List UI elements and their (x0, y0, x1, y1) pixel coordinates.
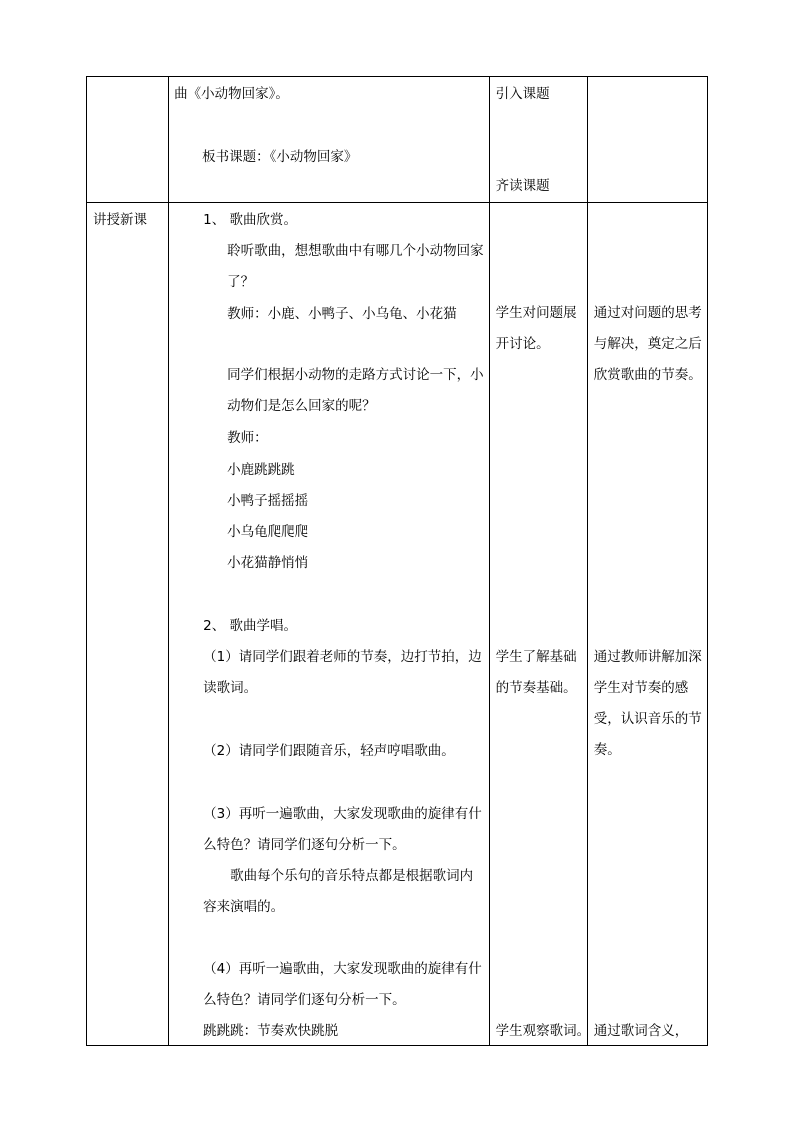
section2-step1: （1）请同学们跟着老师的节奏，边打节拍，边读歌词。 (203, 649, 482, 696)
table-row-new-lesson (87, 203, 708, 1046)
student-rhythm-text: 学生了解基础的节奏基础。 (495, 649, 577, 696)
cell-stage-empty (87, 77, 169, 203)
section1-discuss: 同学们根据小动物的走路方式讨论一下，小动物们是怎么回家的呢？ (227, 367, 484, 414)
student-intro-text: 引入课题 (495, 86, 550, 102)
section1-heading: 1、 歌曲欣赏。 (203, 212, 298, 228)
cell-stage-label (87, 203, 169, 1046)
section2-step4: （4）再听一遍歌曲，大家发现歌曲的旋律有什么特色？请同学们逐句分析一下。 (203, 961, 482, 1008)
section2-step2: （2）请同学们跟随音乐，轻声哼唱歌曲。 (203, 743, 455, 759)
animal-line-4: 小花猫静悄悄 (227, 555, 309, 571)
lesson-plan-table (86, 76, 708, 1046)
section2-step3-note: 歌曲每个乐句的音乐特点都是根据歌词内容来演唱的。 (203, 868, 474, 915)
student-discuss-text: 学生对问题展开讨论。 (495, 305, 577, 352)
cell-design-intent (587, 203, 707, 1046)
animal-line-1: 小鹿跳跳跳 (227, 462, 295, 478)
cell-intro-student (489, 77, 587, 203)
intent-rhythm-text: 通过教师讲解加深学生对节奏的感受，认识音乐的节奏。 (593, 649, 702, 758)
animal-line-3: 小乌龟爬爬爬 (227, 524, 309, 540)
stage-label: 讲授新课 (93, 212, 147, 228)
section2-heading: 2、 歌曲学唱。 (203, 618, 298, 634)
section2-step3: （3）再听一遍歌曲，大家发现歌曲的旋律有什么特色？请同学们逐句分析一下。 (203, 806, 482, 853)
section2-tiao: 跳跳跳：节奏欢快跳脱 (203, 1023, 339, 1039)
student-read-text: 齐读课题 (495, 178, 550, 194)
section1-question: 聆听歌曲，想想歌曲中有哪几个小动物回家了？ (227, 243, 484, 290)
cell-lesson-content (169, 203, 490, 1046)
section1-teacher-label: 教师： (227, 430, 268, 446)
student-observe-text: 学生观察歌词。 (495, 1023, 591, 1039)
board-title-text: 板书课题：《小动物回家》 (202, 149, 358, 165)
cell-intro-content (169, 77, 490, 203)
animal-line-2: 小鸭子摇摇摇 (227, 493, 309, 509)
table-row-intro (87, 77, 708, 203)
cell-intro-intent-empty (587, 77, 707, 203)
section1-teacher-answer: 教师：小鹿、小鸭子、小乌龟、小花猫 (227, 306, 457, 322)
cell-student-activity (489, 203, 591, 1046)
intent-discuss-text: 通过对问题的思考与解决，奠定之后欣赏歌曲的节奏。 (593, 305, 702, 383)
intro-song-text: 曲《小动物回家》。 (174, 86, 289, 102)
intent-lyrics-text: 通过歌词含义， (593, 1023, 689, 1039)
